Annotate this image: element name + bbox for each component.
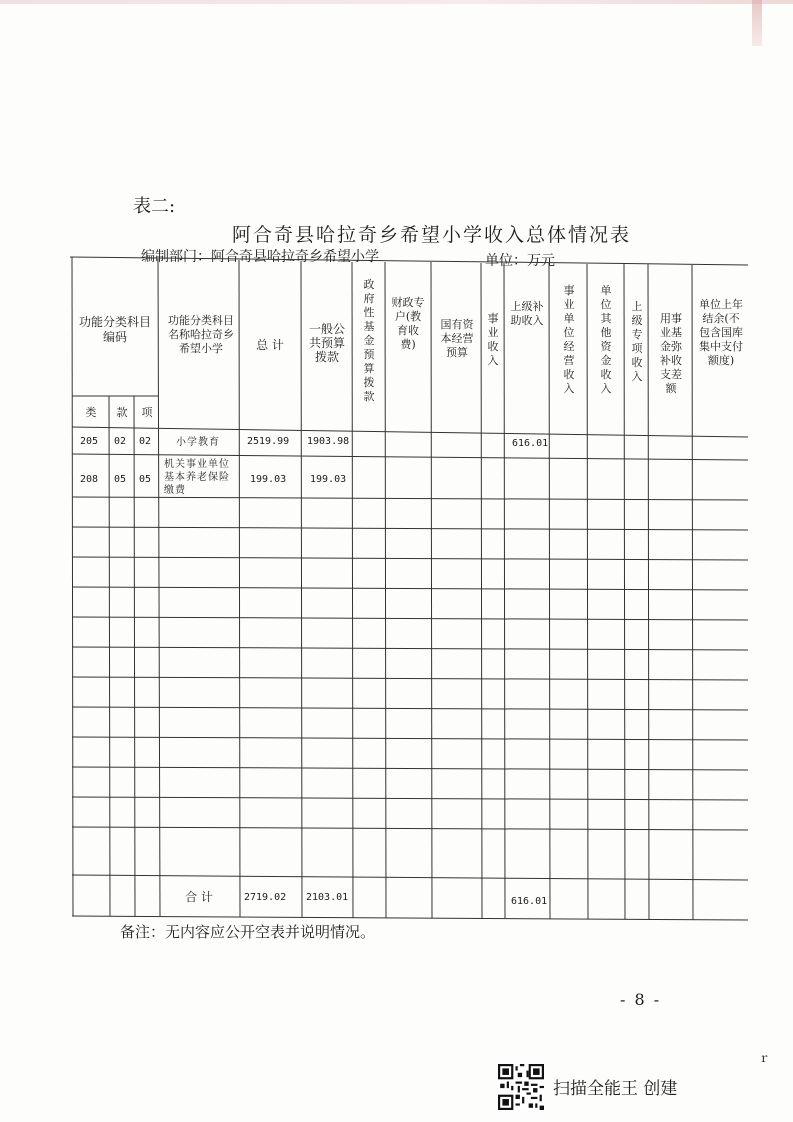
header-business-income: 事业收入 — [487, 312, 499, 367]
row1-total: 2519.99 — [247, 436, 290, 447]
row1-name: 小学教育 — [176, 437, 220, 448]
department-line: 编制部门：阿合奇县哈拉奇乡希望小学 — [141, 249, 379, 265]
header-state-capital: 国有资本经营预算 — [440, 318, 474, 359]
header-unit-operating: 事业单位经营收入 — [563, 284, 575, 395]
header-superior-special: 上级专项收入 — [631, 300, 643, 383]
row2-xiang: 05 — [139, 474, 152, 485]
row1-lei: 205 — [80, 436, 99, 447]
header-prev-balance: 单位上年结余(不包含国库集中支付额度) — [699, 298, 743, 367]
header-code-kuan: 款 — [116, 405, 128, 419]
row2-total: 199.03 — [250, 474, 287, 485]
row2-lei: 208 — [80, 474, 99, 485]
total-row-general: 2103.01 — [306, 892, 349, 903]
row1-xiang: 02 — [139, 436, 152, 447]
total-row-subsidy: 616.01 — [511, 896, 548, 907]
row2-kuan: 05 — [114, 474, 127, 485]
row1-kuan: 02 — [114, 436, 127, 447]
header-general-budget: 一般公共预算拨款 — [308, 322, 345, 364]
note: 备注：无内容应公开空表并说明情况。 — [120, 923, 376, 941]
header-fiscal-special: 财政专户(教育收费) — [391, 296, 425, 351]
scanner-credit: 扫描全能王 创建 — [553, 1079, 678, 1099]
total-row-label: 合 计 — [185, 889, 213, 904]
unit-line: 单位：万元 — [485, 253, 555, 269]
header-code-xiang: 项 — [141, 405, 153, 419]
row1-subsidy: 616.01 — [512, 438, 549, 449]
header-gov-fund: 政府性基金预算拨款 — [363, 278, 375, 403]
header-other-income: 单位其他资金收入 — [600, 284, 612, 395]
qr-code-icon — [498, 1064, 544, 1110]
row2-name: 机关事业单位基本养老保险缴费 — [164, 459, 230, 496]
row1-general: 1903.98 — [307, 436, 350, 447]
row2-general: 199.03 — [310, 474, 347, 485]
scan-mark: ｒ — [758, 1051, 771, 1065]
header-name: 功能分类科目名称哈拉奇乡希望小学 — [168, 314, 234, 355]
table-label: 表二: — [133, 196, 176, 217]
page-number: - 8 - — [620, 990, 662, 1009]
header-total: 总 计 — [256, 337, 284, 352]
page-title: 阿合奇县哈拉奇乡希望小学收入总体情况表 — [232, 224, 632, 246]
header-code-lei: 类 — [85, 405, 97, 419]
header-superior-subsidy: 上级补助收入 — [510, 300, 544, 327]
total-row-total: 2719.02 — [244, 892, 287, 903]
header-fund-gap: 用事业基金弥补收支差额 — [660, 312, 682, 395]
header-code-group: 功能分类科目编码 — [78, 315, 151, 344]
